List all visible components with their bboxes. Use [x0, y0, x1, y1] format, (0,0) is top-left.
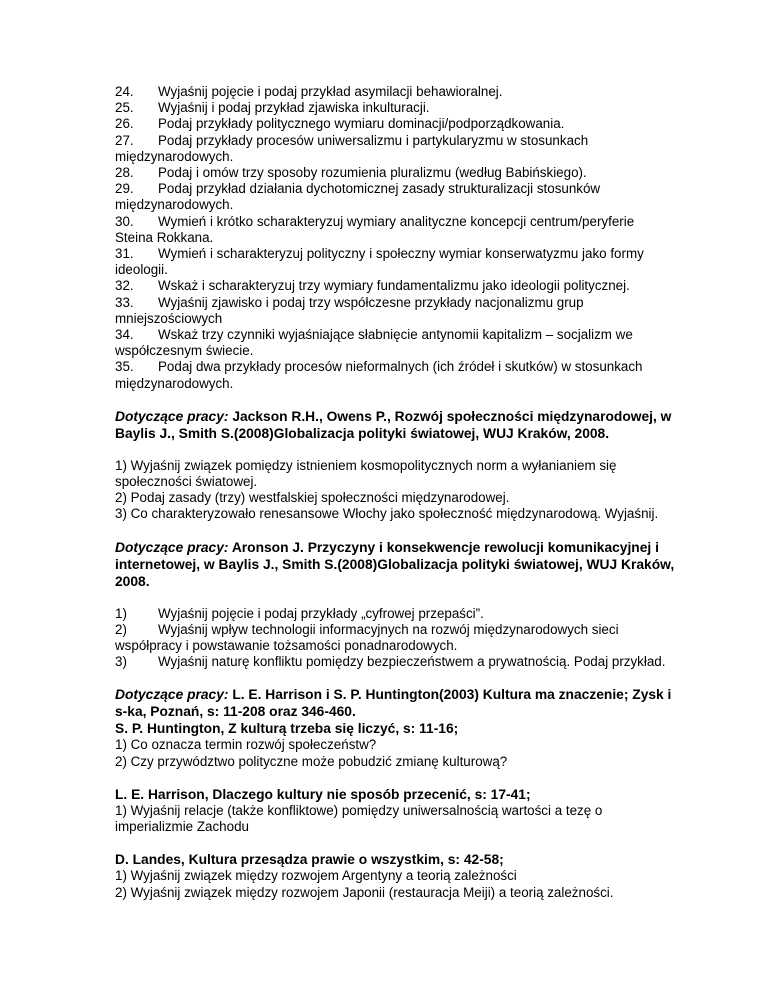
spacer	[115, 442, 675, 458]
list-item: 26. Podaj przykłady politycznego wymiaru dominacji/podporządkowania.	[115, 116, 565, 132]
list-item: 2) Czy przywództwo polityczne może pobudzić zmianę kulturową?	[115, 753, 508, 769]
question-list	[115, 84, 675, 392]
document-page	[115, 84, 675, 901]
section-heading: Dotyczące pracy: Aronson J. Przyczyny i konsekwencje rewolucji komunikacyjnej i internetowej, w Baylis J., Smith S.(2008)Globalizacja polityki światowej, WUJ Kraków, 2008.	[115, 539, 675, 589]
list-item: 3) Wyjaśnij naturę konfliktu pomiędzy bezpieczeństwem a prywatnością. Podaj przykład.	[115, 654, 666, 670]
list-item: 32. Wskaż i scharakteryzuj trzy wymiary fundamentalizmu jako ideologii politycznej.	[115, 278, 630, 294]
list-item: 1) Wyjaśnij pojęcie i podaj przykłady „cyfrowej przepaści”.	[115, 605, 484, 621]
spacer	[115, 670, 675, 686]
section-aronson	[115, 539, 675, 671]
subsection-heading: S. P. Huntington, Z kulturą trzeba się liczyć, s: 11-16;	[115, 721, 459, 737]
list-item: 2) Wyjaśnij wpływ technologii informacyjnych na rozwój międzynarodowych sieci współpracy i powstawanie tożsamości ponadnarodowych.	[115, 621, 619, 654]
list-item: 2) Podaj zasady (trzy) westfalskiej społeczności międzynarodowej.	[115, 490, 510, 506]
spacer	[115, 770, 675, 786]
list-item: 34. Wskaż trzy czynniki wyjaśniające słabnięcie antynomii kapitalizm – socjalizm we współczesnym świecie.	[115, 327, 633, 359]
list-item: 2) Wyjaśnij związek między rozwojem Japonii (restauracja Meiji) a teorią zależności.	[115, 884, 614, 900]
list-item: 31. Wymień i scharakteryzuj polityczny i społeczny wymiar konserwatyzmu jako formy ideologii.	[115, 246, 644, 278]
list-item: 33. Wyjaśnij zjawisko i podaj trzy współczesne przykłady nacjonalizmu grup mniejszościowych	[115, 294, 584, 326]
list-item: 28. Podaj i omów trzy sposoby rozumienia pluralizmu (według Babińskiego).	[115, 165, 587, 181]
list-item: 1) Co oznacza termin rozwój społeczeństw?	[115, 737, 377, 753]
list-item: 3) Co charakteryzowało renesansowe Włochy jako społeczność międzynarodową. Wyjaśnij.	[115, 506, 659, 522]
list-item: 27. Podaj przykłady procesów uniwersalizmu i partykularyzmu w stosunkach międzynarodowych.	[115, 132, 589, 164]
list-item: 29. Podaj przykład działania dychotomicznej zasady strukturalizacji stosunków międzynarodowych.	[115, 181, 601, 213]
list-item: 25. Wyjaśnij i podaj przykład zjawiska inkulturacji.	[115, 100, 430, 116]
section-heading: Dotyczące pracy: L. E. Harrison i S. P. Huntington(2003) Kultura ma znaczenie; Zysk i s-ka, Poznań, s: 11-208 oraz 346-460.	[115, 687, 672, 720]
section-harrison	[115, 686, 675, 900]
section-jackson	[115, 408, 675, 523]
list-item: 1) Wyjaśnij związek pomiędzy istnieniem kosmopolitycznych norm a wyłanianiem się społeczności światowej.	[115, 457, 617, 490]
list-item: 1) Wyjaśnij związek między rozwojem Argentyny a teorią zależności	[115, 868, 517, 884]
list-item: 1) Wyjaśnij relacje (także konfliktowe) pomiędzy uniwersalnością wartości a tezę o imperializmie Zachodu	[115, 802, 603, 835]
subsection-heading: L. E. Harrison, Dlaczego kultury nie sposób przecenić, s: 17-41;	[115, 786, 531, 802]
section-heading: Dotyczące pracy: Jackson R.H., Owens P., Rozwój społeczności międzynarodowej, w Baylis J., Smith S.(2008)Globalizacja polityki światowej, WUJ Kraków, 2008.	[115, 408, 672, 441]
list-item: 35. Podaj dwa przykłady procesów nieformalnych (ich źródeł i skutków) w stosunkach międzynarodowych.	[115, 359, 643, 391]
list-item: 24. Wyjaśnij pojęcie i podaj przykład asymilacji behawioralnej.	[115, 84, 503, 99]
spacer	[115, 835, 675, 851]
spacer	[115, 523, 675, 539]
spacer	[115, 392, 675, 408]
list-item: 30. Wymień i krótko scharakteryzuj wymiary analityczne koncepcji centrum/peryferie Steina Rokkana.	[115, 213, 635, 245]
spacer	[115, 590, 675, 606]
subsection-heading: D. Landes, Kultura przesądza prawie o wszystkim, s: 42-58;	[115, 852, 504, 868]
